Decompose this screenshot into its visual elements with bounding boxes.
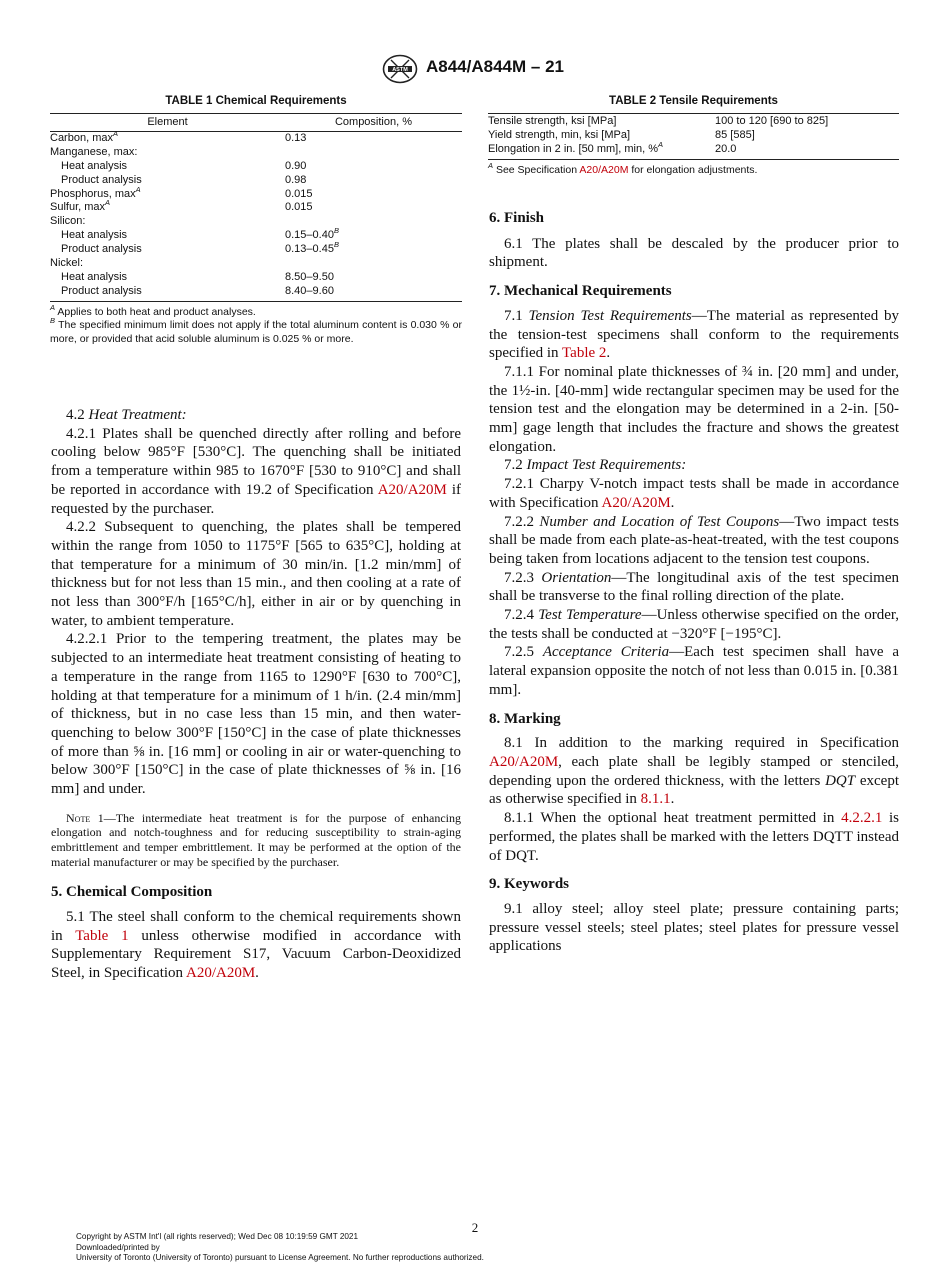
link-a20[interactable]: A20/A20M [601,494,671,511]
table-2-footnote-a: $^A$ See Specification A20/A20M for elongation adjustments. [488,160,758,176]
section-6-heading: 6. Finish [489,210,545,226]
table-row [50,201,462,215]
table-row [50,146,462,160]
element-cell: Manganese, max: [50,145,138,158]
table-row [50,243,462,257]
para-7-2-3: 7.2.3 Orientation—The longitudinal axis of the test specimen shall be transverse to the final rolling direction of the plate. [489,569,899,605]
left-column [51,406,461,983]
element-cell: Sulfur, $\max^A$ [50,198,111,214]
table-row [50,229,462,243]
link-a20[interactable]: A20/A20M [579,163,629,176]
link-a20[interactable]: A20/A20M [489,753,559,770]
element-cell: Phosphorus, $\max^A$ [50,184,141,200]
table-row [50,257,462,271]
element-cell: Silicon: [50,215,86,228]
right-column [489,209,899,956]
footer-line-1: Copyright by ASTM Int'l (all rights reserved); Wed Dec 08 10:19:59 GMT 2021 [76,1232,359,1241]
para-8-1-1: 8.1.1 When the optional heat treatment permitted in 4.2.2.1 is performed, the plates shall be marked with the letters DQTT instead of DQT. [489,810,900,864]
element-cell: Carbon, $\max^A$ [50,128,118,144]
composition-cell [285,257,462,271]
table-1-header-element: Element [147,116,188,128]
footer-line-3: University of Toronto (University of Toronto) pursuant to License Agreement. No further reproductions authorized. [76,1253,484,1263]
property-cell: Tensile strength, ksi [MPa] [488,115,617,127]
table-1-body [50,128,462,298]
requirement-cell: 85 [585] [715,128,755,141]
section-9-heading: 9. Keywords [489,876,569,893]
link-a20[interactable]: A20/A20M [186,964,256,981]
composition-cell: 0.98 [285,173,307,186]
para-7-2-2: 7.2.2 Number and Location of Test Coupons—Two impact tests shall be made from each plate-as-heat-treated, with the test coupons being taken from locations adjacent to the tension test coupons. [489,513,899,567]
element-cell: Nickel: [50,257,84,270]
section-7-heading: 7. Mechanical Requirements [489,283,672,300]
composition-cell: 8.50–9.50 [285,270,334,283]
para-9-1: 9.1 alloy steel; alloy steel plate; pressure containing parts; pressure vessel steels; steel plates; steel plates for pressure vessel applications [489,900,899,955]
para-7-2-1: 7.2.1 Charpy V-notch impact tests shall be made in accordance with Specification A20/A20M. [489,476,899,511]
link-8-1-1[interactable]: 8.1.1 [640,791,671,808]
composition-cell: 0.015 [285,187,313,200]
table-1 [50,95,462,346]
table-2-body [488,115,899,157]
composition-cell [285,146,462,160]
para-5-1: 5.1 The steel shall conform to the chemical requirements shown in Table 1 unless otherwise modified in accordance with Supplementary Requirement S17, Vacuum Carbon-Deoxidized Steel, in Specification A20/A20M. [51,908,462,981]
table-1-grid [50,114,462,299]
para-4-2-2: 4.2.2 Subsequent to quenching, the plates shall be tempered within the range from 1050 to 1175°F [565 to 635°C], holding at that temperature for a minimum of 30 min/in. [1.2 min/mm] of thickness but for not less than 15 min., and then cooling at a rate of not less than 300°F/h [165°C/h], either in air or by quenching in water, to ambient temperature. [51,519,461,629]
section-5-heading: 5. Chemical Composition [51,884,213,901]
composition-cell: $0.15-0.40^B$ [285,226,339,242]
note-1: Note 1—The intermediate heat treatment is for the purpose of enhancing elongation and notch-toughness and for reducing susceptibility to strain-aging embrittlement and temper embrittlement. It may be performed at the option of the material manufacturer or may be specified by the purchaser. [51,810,462,869]
table-row [50,215,462,229]
link-4-2-2-1[interactable]: 4.2.2.1 [841,810,883,827]
table-1-title: TABLE 1 Chemical Requirements [165,95,347,107]
section-4-2-heading: 4.2 Heat Treatment: [66,407,187,423]
footer-line-2: Downloaded/printed by [76,1242,160,1252]
table-2-grid [488,115,899,157]
link-table-1[interactable]: Table 1 [75,927,129,944]
table-2-title: TABLE 2 Tensile Requirements [609,95,778,107]
property-cell: Yield strength, min, ksi [MPa] [488,128,631,141]
element-cell: Heat analysis [61,270,128,283]
section-8-heading: 8. Marking [489,710,561,727]
table-1-footnote-b: $^B$ The specified minimum limit does not apply if the total aluminum content is 0.030 % or more, or provided that acid soluble aluminum is 0.025 % or more. [50,316,462,345]
svg-text:ASTM: ASTM [392,67,408,74]
para-7-2-4: 7.2.4 Test Temperature—Unless otherwise specified on the order, the tests shall be conducted at −320°F [−195°C]. [489,607,899,642]
table-row [50,131,462,145]
copyright-footer [76,1232,484,1264]
composition-cell [285,215,462,229]
element-cell: Heat analysis [61,159,128,172]
page-header [0,54,950,86]
composition-cell: $0.13-0.45^B$ [285,240,339,256]
para-4-2-1: 4.2.1 Plates shall be quenched directly after rolling and before cooling below 985°F [530°C]. The quenching shall be initiated from a temperature within 985 to 1670°F [530 to 910°C] and shall be reported in accordance with 19.2 of Specification A20/A20M if requested by the purchaser. [51,425,461,517]
para-7-2: 7.2 Impact Test Requirements: [504,457,687,474]
table-row [488,115,899,129]
composition-cell: 0.13 [285,131,307,144]
table-row [488,143,899,157]
composition-cell: 0.90 [285,159,307,172]
table-row [50,160,462,174]
para-7-1-1: 7.1.1 For nominal plate thicknesses of ¾ in. [20 mm] and under, the 1½-in. [40-mm] wide rectangular specimen may be used for the tension test and the elongation may be determined in a 2-in. [50-mm] gage length that includes the fracture and shows the greatest elongation. [489,363,899,455]
element-cell: Product analysis [61,243,142,256]
table-row [488,129,899,143]
table-row [50,188,462,202]
document-designation: A844/A844M – 21 [426,57,564,76]
link-table-2[interactable]: Table 2 [562,345,607,362]
link-a20[interactable]: A20/A20M [377,481,447,498]
para-4-2-2-1: 4.2.2.1 Prior to the tempering treatment, the plates may be subjected to an intermediate heat treatment consisting of heating to a temperature in the range from 1165 to 1290°F [630 to 700°C], holding at that temperature for a minimum of 1 h/in. (2.4 min/mm] of thickness, but in no case less than 15 min, and then water-quenching to below 300°F [150°C] in the case of plate thicknesses of more than ⅝ in. [16 mm] or cooling in air or water-quenching to below 300°F [150°C] in the case of plate thicknesses of ⅝ in. [16 mm] and under. [51,631,461,798]
composition-cell: 0.015 [285,201,313,214]
page-number: 2 [471,1220,479,1235]
para-7-1: 7.1 Tension Test Requirements—The material as represented by the tension-test specimens shall conform to the requirements specified in Table 2. [489,307,899,362]
table-row [50,285,462,299]
table-row [50,174,462,188]
table-1-footnote-a: $^A$ Applies to both heat and product analyses. [50,302,256,318]
para-7-2-5: 7.2.5 Acceptance Criteria—Each test specimen shall have a lateral expansion opposite the notch of not less than 0.015 in. [0.381 mm]. [489,644,900,698]
para-6-1: 6.1 The plates shall be descaled by the producer prior to shipment. [489,235,899,271]
composition-cell: 8.40–9.60 [285,284,334,297]
property-cell: Elongation in 2 in. [50 mm], min, %$^A$ [488,139,663,155]
astm-logo-icon [382,54,418,84]
requirement-cell: 100 to 120 [690 to 825] [715,115,829,127]
element-cell: Product analysis [61,173,142,186]
table-row [50,271,462,285]
table-1-header-composition: Composition, % [334,116,413,128]
requirement-cell: 20.0 [715,142,737,155]
table-2 [488,95,899,177]
element-cell: Product analysis [61,284,142,297]
element-cell: Heat analysis [61,229,128,242]
para-8-1: 8.1 In addition to the marking required in Specification A20/A20M, each plate shall be legibly stamped or stenciled, depending upon the ordered thickness, with the letters DQT except as otherwise specified in 8.1.1. [489,735,899,808]
